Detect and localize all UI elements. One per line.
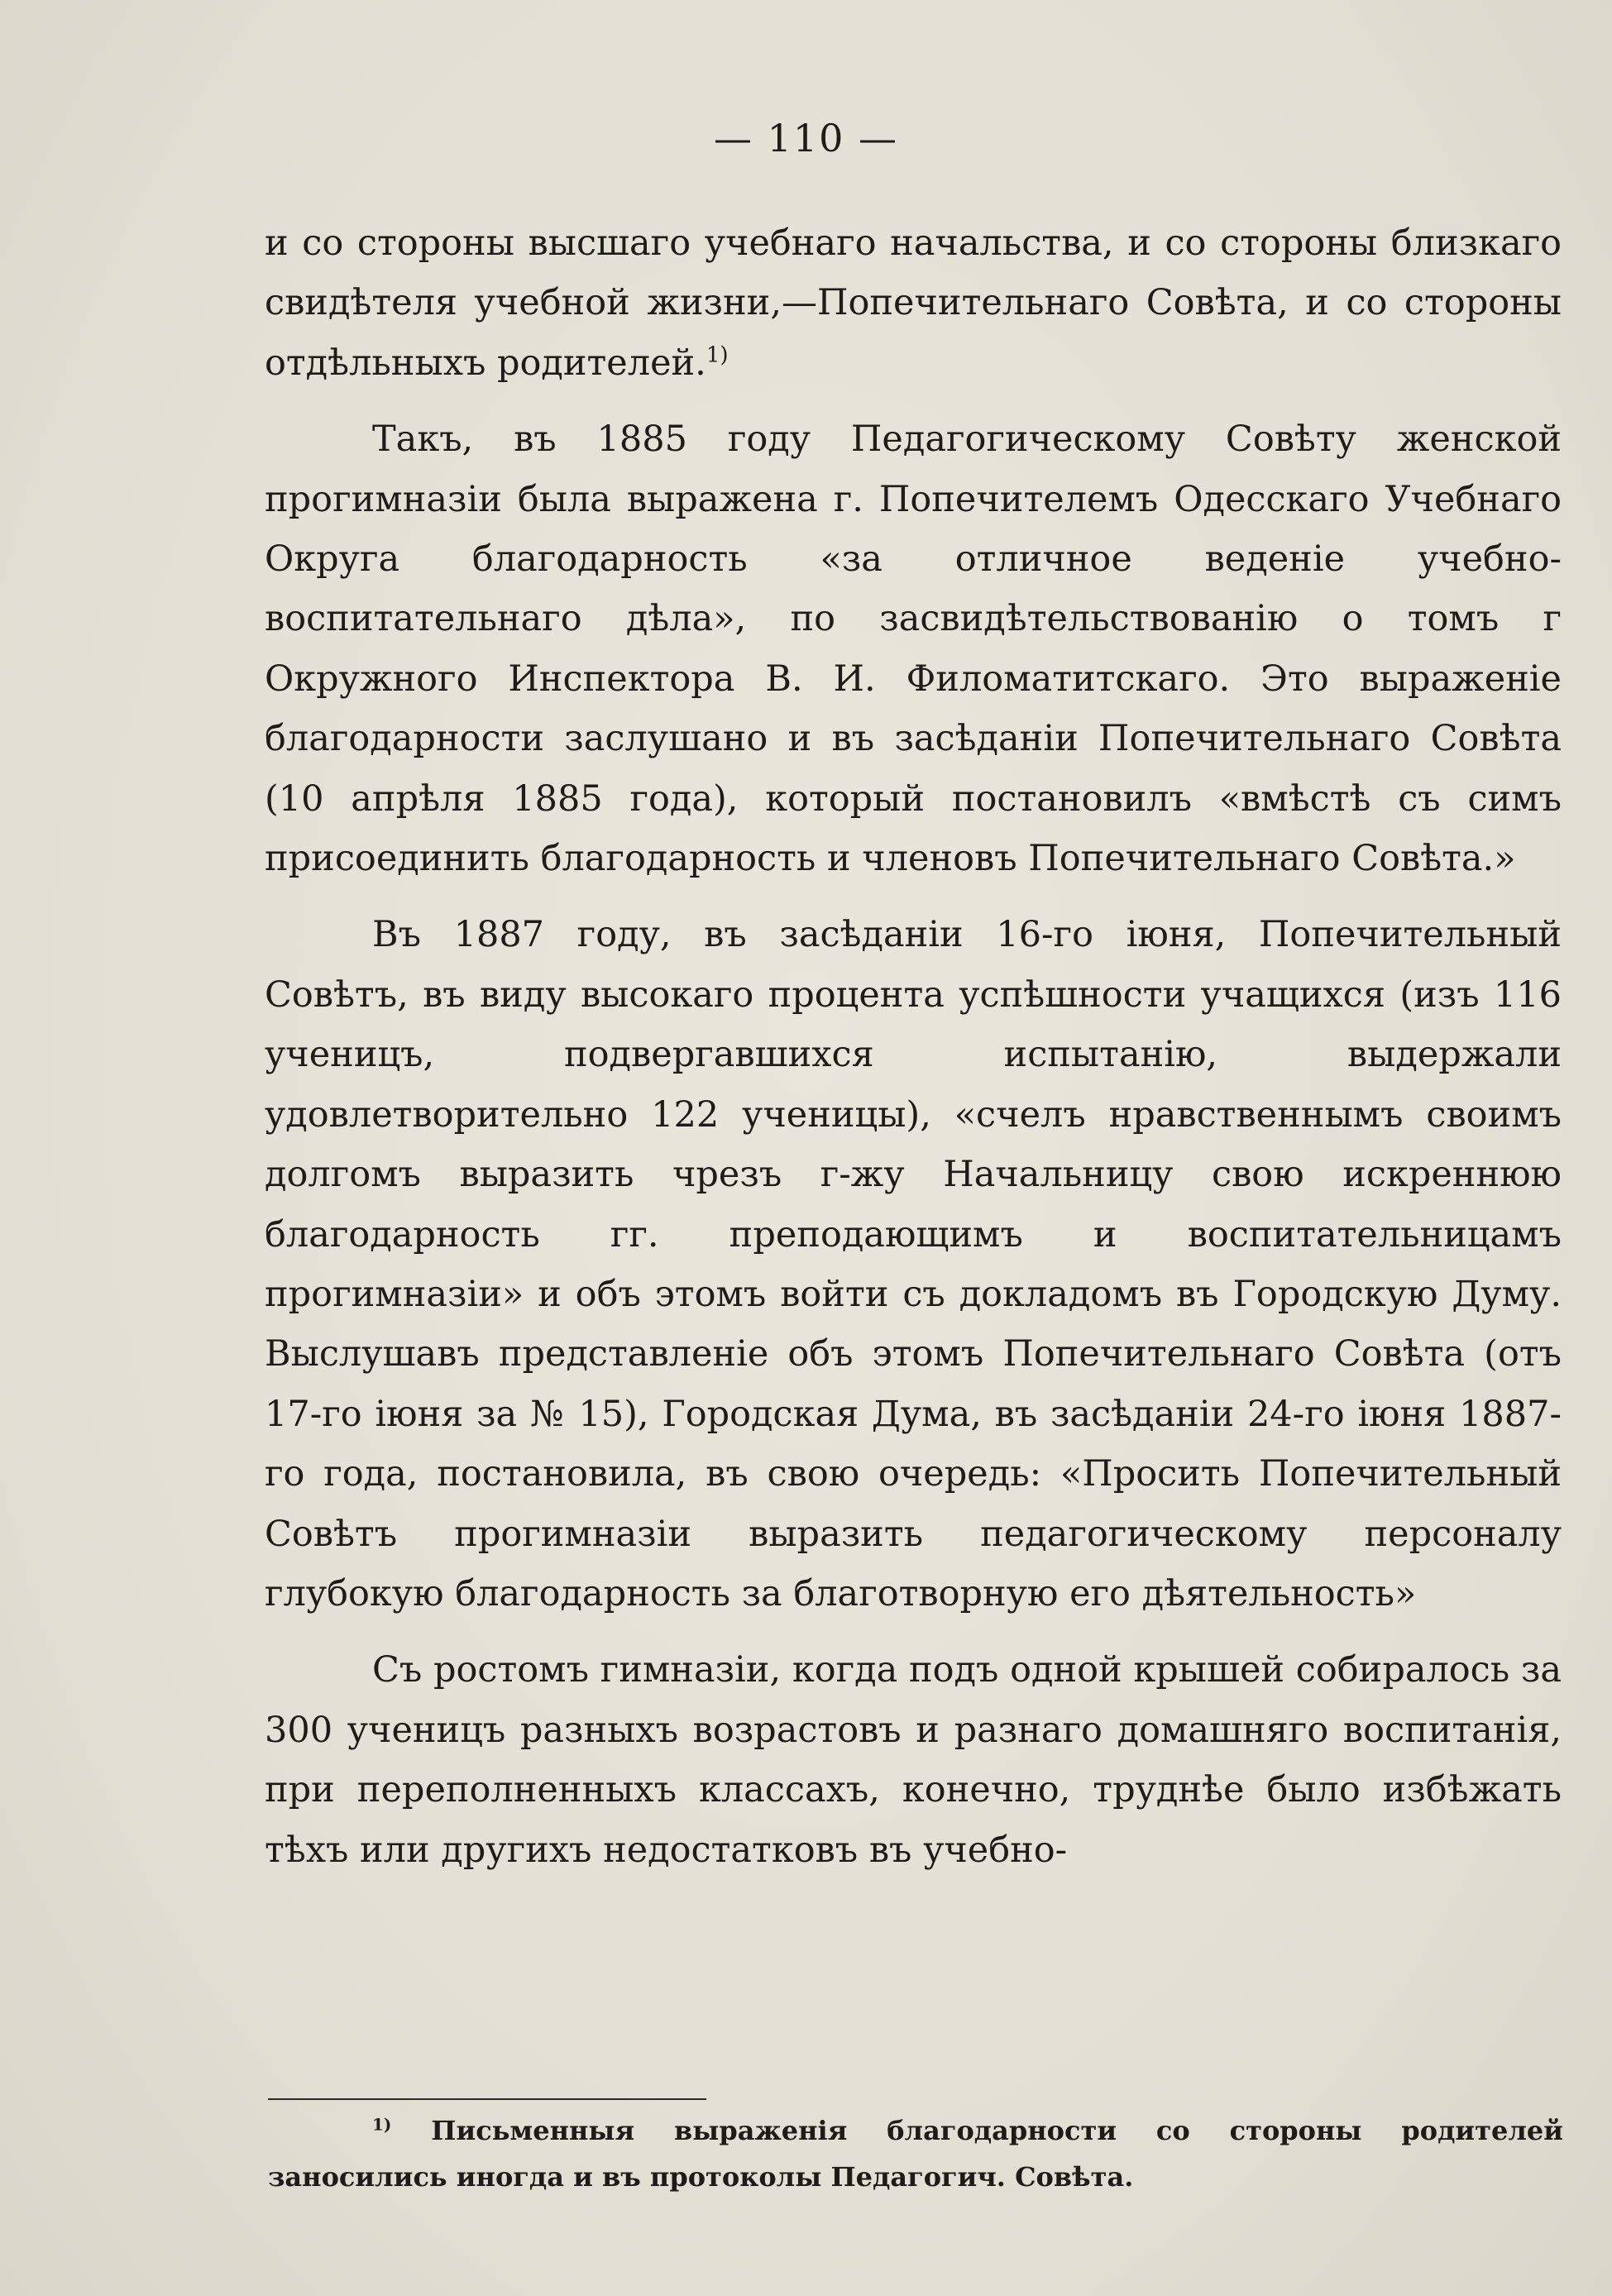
body-text [265,213,1562,1880]
footnote [268,2107,1563,2200]
paragraph-growth: Съ ростомъ гимназіи, когда подъ одной крышей собиралось за 300 ученицъ разныхъ возрастовъ и разнаго домашняго воспитанія, при переполненныхъ классахъ, конечно, труднѣе было избѣжать тѣхъ или другихъ недостатковъ въ учебно- [265,1649,1562,1871]
footnote-mark: 1) [372,2114,392,2135]
paragraph-continuation [265,213,1562,393]
footnote-line [268,2107,1563,2200]
paragraph-1887: Въ 1887 году, въ засѣданіи 16-го іюня, Попечительный Совѣтъ, въ виду высокаго процента успѣшности учащихся (изъ 116 ученицъ, подвергавшихся испытанію, выдержали удовлетворительно 122 ученицы), «счелъ нравственнымъ своимъ долгомъ выразить чрезъ г-жу Начальницу свою искреннюю благодарность гг. преподающимъ и воспитательницамъ прогимназіи» и объ этомъ войти съ докладомъ въ Городскую Думу. Выслушавъ представленіе объ этомъ Попечительнаго Совѣта (отъ 17-го іюня за № 15), Городская Дума, въ засѣданіи 24-го іюня 1887-го года, постановила, въ свою очередь: «Просить Попечительный Совѣтъ прогимназіи выразить педагогическому персоналу глубокую благодарность за благотворную его дѣятельность» [265,914,1562,1614]
paragraph-1885: Такъ, въ 1885 году Педагогическому Совѣту женской прогимназіи была выражена г. Попечителемъ Одесскаго Учебнаго Округа благодарность «за отличное веденіе учебно-воспитательнаго дѣла», по засвидѣтельствованію о томъ г Окружного Инспектора В. И. Филоматитскаго. Это выраженіе благодарности заслушано и въ засѣданіи Попечительнаго Совѣта (10 апрѣля 1885 года), который постановилъ «вмѣстѣ съ симъ присоединить благодарность и членовъ Попечительнаго Совѣта.» [265,419,1562,880]
footnote-reference[interactable]: 1) [706,342,729,368]
footnote-divider [268,2098,706,2100]
paragraph-text: и со стороны высшаго учебнаго начальства, и со стороны близкаго свидѣтеля учебной жизни,—Попечительнаго Совѣта, и со стороны отдѣльныхъ родителей. [265,222,1562,384]
footnote-text: Письменныя выраженія благодарности со стороны родителей заносились иногда и въ протоколы Педагогич. Совѣта. [268,2115,1563,2193]
page-number: — 110 — [713,116,899,160]
